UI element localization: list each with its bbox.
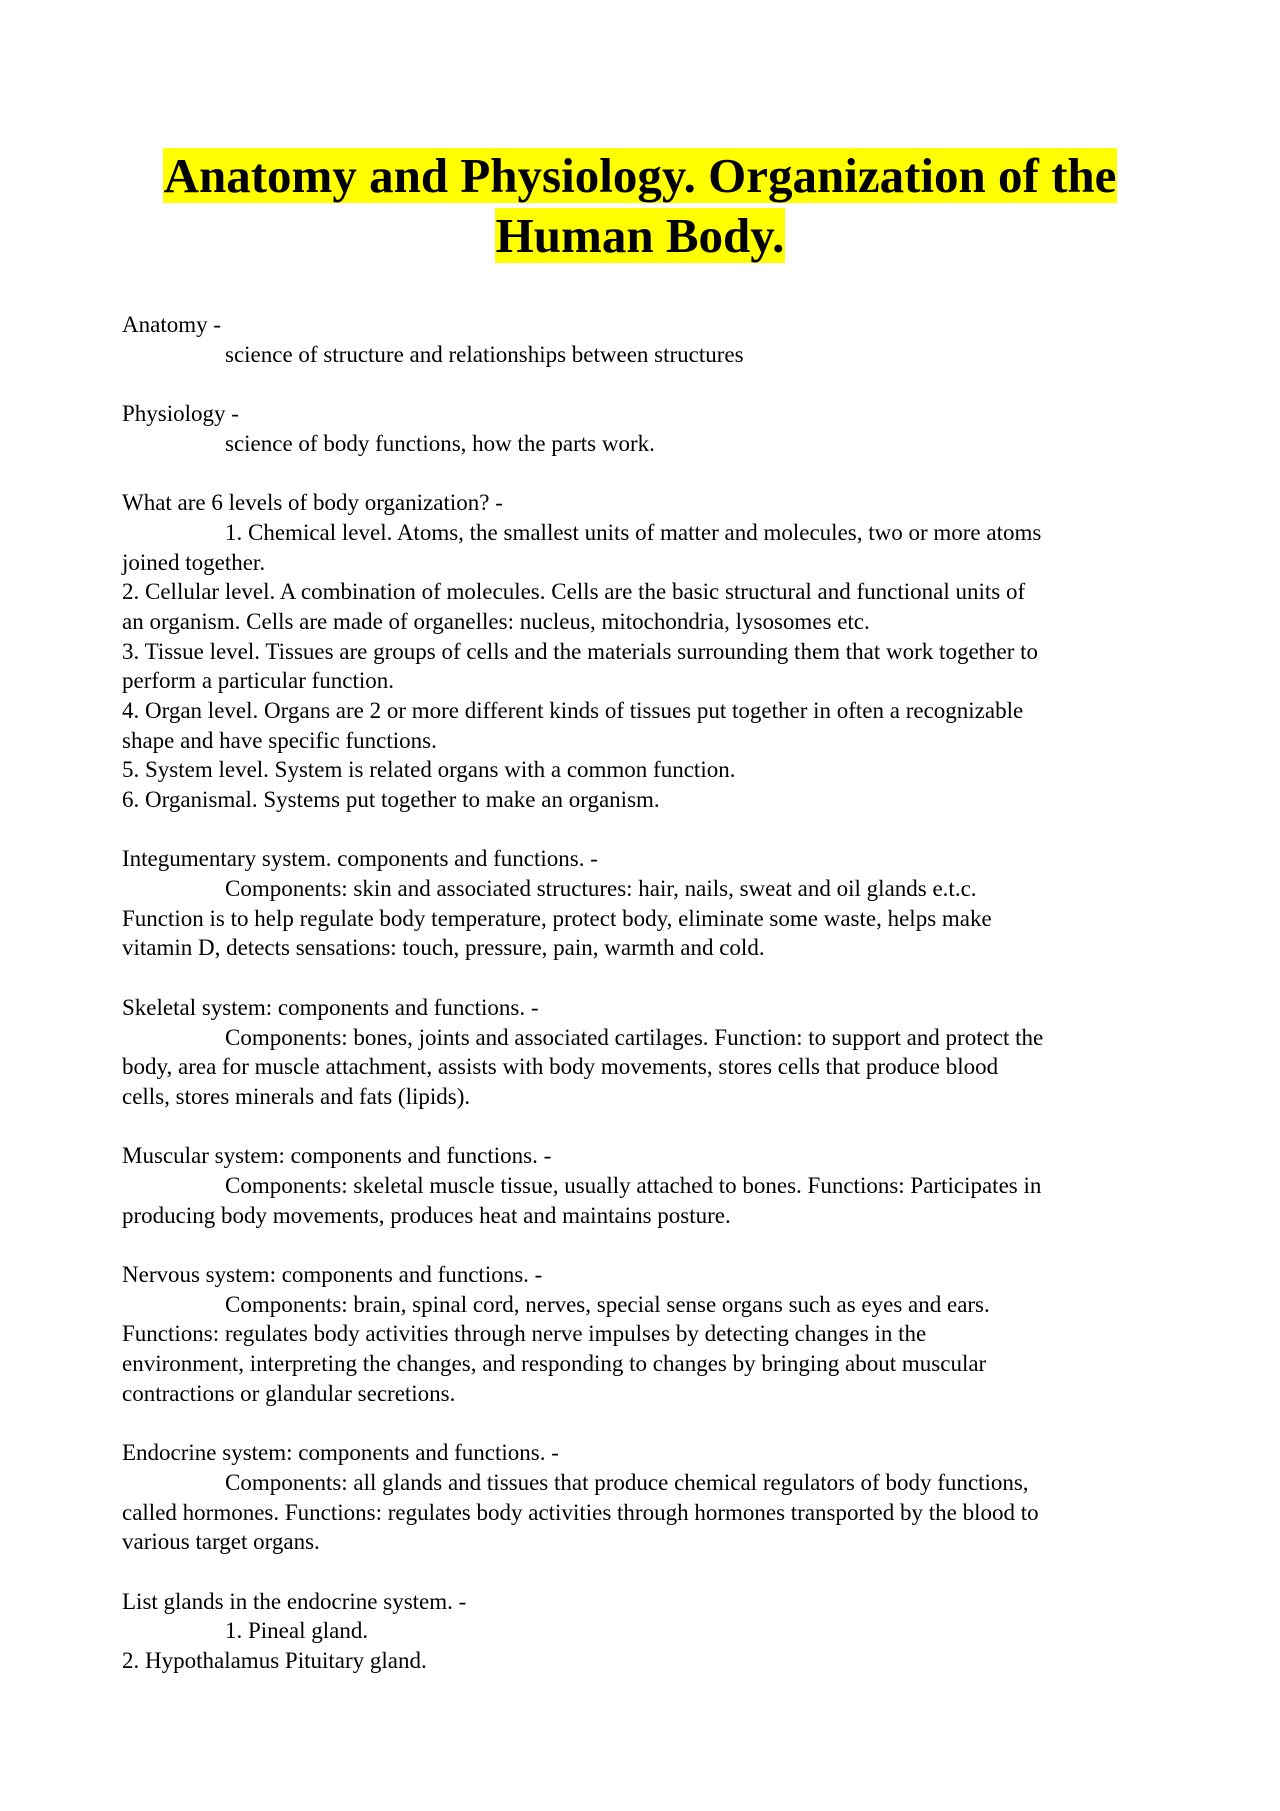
section-text-line: producing body movements, produces heat and maintains posture.: [122, 1202, 731, 1228]
section-heading: Endocrine system: components and functions. -: [122, 1440, 559, 1466]
section-text-line: science of body functions, how the parts work.: [225, 430, 655, 456]
section-text-line: called hormones. Functions: regulates body activities through hormones transported by the blood to: [122, 1499, 1039, 1525]
document-title: [0, 146, 1280, 266]
blank-line: [122, 369, 1162, 399]
section-text-line: various target organs.: [122, 1529, 320, 1555]
blank-line: [122, 815, 1162, 845]
section-text-line: Function is to help regulate body temperature, protect body, eliminate some waste, helps make: [122, 905, 992, 931]
section-heading: Anatomy -: [122, 312, 222, 337]
section-heading: Integumentary system. components and functions. -: [122, 846, 598, 872]
section-text-line: Components: all glands and tissues that produce chemical regulators of body functions,: [225, 1469, 1029, 1495]
section-heading: Physiology -: [122, 401, 239, 427]
section-text-line: Components: skeletal muscle tissue, usually attached to bones. Functions: Participates in: [225, 1172, 1042, 1198]
section-heading: Nervous system: components and functions. -: [122, 1262, 543, 1287]
blank-line: [122, 1230, 1162, 1260]
blank-line: [122, 1557, 1162, 1587]
section-heading: What are 6 levels of body organization? -: [122, 490, 503, 516]
section-text-line: 2. Cellular level. A combination of molecules. Cells are the basic structural and functional units of: [122, 579, 1026, 605]
section-text-line: contractions or glandular secretions.: [122, 1380, 456, 1406]
section-text-line: joined together.: [122, 549, 266, 575]
section-text-line: perform a particular function.: [122, 668, 395, 694]
section-heading: List glands in the endocrine system. -: [122, 1588, 467, 1614]
section-text-line: an organism. Cells are made of organelles: nucleus, mitochondria, lysosomes etc.: [122, 608, 870, 634]
blank-line: [122, 1408, 1162, 1438]
section-text-line: Components: skin and associated structures: hair, nails, sweat and oil glands e.t.c.: [225, 876, 977, 902]
section-text-line: 1. Chemical level. Atoms, the smallest units of matter and molecules, two or more atoms: [225, 519, 1042, 545]
section-text-line: 4. Organ level. Organs are 2 or more different kinds of tissues put together in often a recognizable: [122, 697, 1024, 723]
section-text-line: 6. Organismal. Systems put together to make an organism.: [122, 787, 660, 812]
blank-line: [122, 963, 1162, 993]
section-text-line: Components: brain, spinal cord, nerves, special sense organs such as eyes and ears.: [225, 1291, 990, 1317]
section-text-line: 1. Pineal gland.: [225, 1618, 369, 1644]
section-text-line: vitamin D, detects sensations: touch, pressure, pain, warmth and cold.: [122, 935, 765, 961]
section-heading: Skeletal system: components and functions. -: [122, 994, 539, 1020]
section-heading: Muscular system: components and functions. -: [122, 1143, 552, 1169]
section-text-line: Functions: regulates body activities through nerve impulses by detecting changes in the: [122, 1321, 927, 1347]
document-body: [122, 310, 1162, 1676]
section-text-line: Components: bones, joints and associated cartilages. Function: to support and protect the: [225, 1024, 1044, 1050]
section-text-line: shape and have specific functions.: [122, 727, 437, 753]
title-line: Anatomy and Physiology. Organization of the: [163, 148, 1117, 203]
blank-line: [122, 458, 1162, 488]
section-text-line: 3. Tissue level. Tissues are groups of cells and the materials surrounding them that work together to: [122, 638, 1039, 664]
section-text-line: 2. Hypothalamus Pituitary gland.: [122, 1647, 427, 1673]
section-text-line: body, area for muscle attachment, assists with body movements, stores cells that produce blood: [122, 1054, 999, 1080]
section-text-line: environment, interpreting the changes, and responding to changes by bringing about muscular: [122, 1351, 987, 1377]
title-line: Human Body.: [495, 208, 785, 263]
section-text-line: science of structure and relationships between structures: [225, 341, 744, 367]
section-text-line: cells, stores minerals and fats (lipids).: [122, 1083, 471, 1109]
blank-line: [122, 1112, 1162, 1142]
section-text-line: 5. System level. System is related organs with a common function.: [122, 757, 736, 783]
